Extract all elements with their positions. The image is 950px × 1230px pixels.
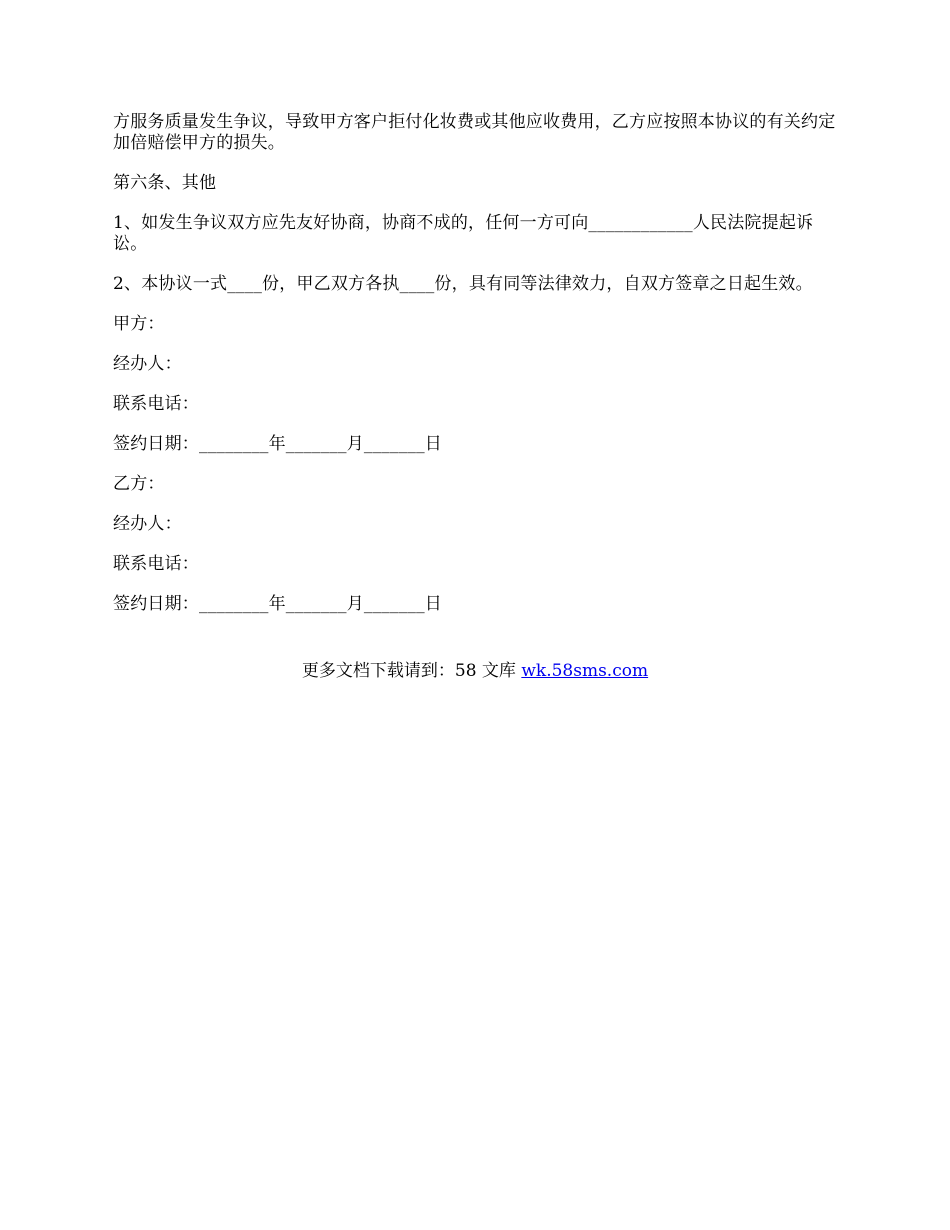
party-b-phone-label: 联系电话：: [113, 554, 199, 574]
party-b-label: 乙方：: [113, 474, 165, 494]
section-heading-article-six: 第六条、其他: [113, 173, 217, 193]
party-a-phone-label: 联系电话：: [113, 394, 199, 414]
party-b-sign-date: 签约日期：________年_______月_______日: [113, 594, 442, 614]
party-b-handler-label: 经办人：: [113, 514, 182, 534]
party-a-label: 甲方：: [113, 314, 165, 334]
party-a-sign-date: 签约日期：________年_______月_______日: [113, 434, 442, 454]
footer-site-link[interactable]: wk.58sms.com: [521, 661, 649, 681]
party-a-handler-label: 经办人：: [113, 354, 182, 374]
document-body: [113, 112, 840, 634]
clause-dispute-resolution: 1、如发生争议双方应先友好协商，协商不成的，任何一方可向____________人民法院提起诉讼。: [113, 213, 814, 254]
footer-download-note: [0, 661, 950, 682]
paragraph-dispute-compensation: 方服务质量发生争议，导致甲方客户拒付化妆费或其他应收费用，乙方应按照本协议的有关约定加倍赔偿甲方的损失。: [113, 112, 836, 153]
footer-prefix-text: 更多文档下载请到：58 文库: [301, 661, 522, 681]
clause-copies-effect: 2、本协议一式____份，甲乙双方各执____份，具有同等法律效力，自双方签章之日起生效。: [113, 274, 813, 294]
